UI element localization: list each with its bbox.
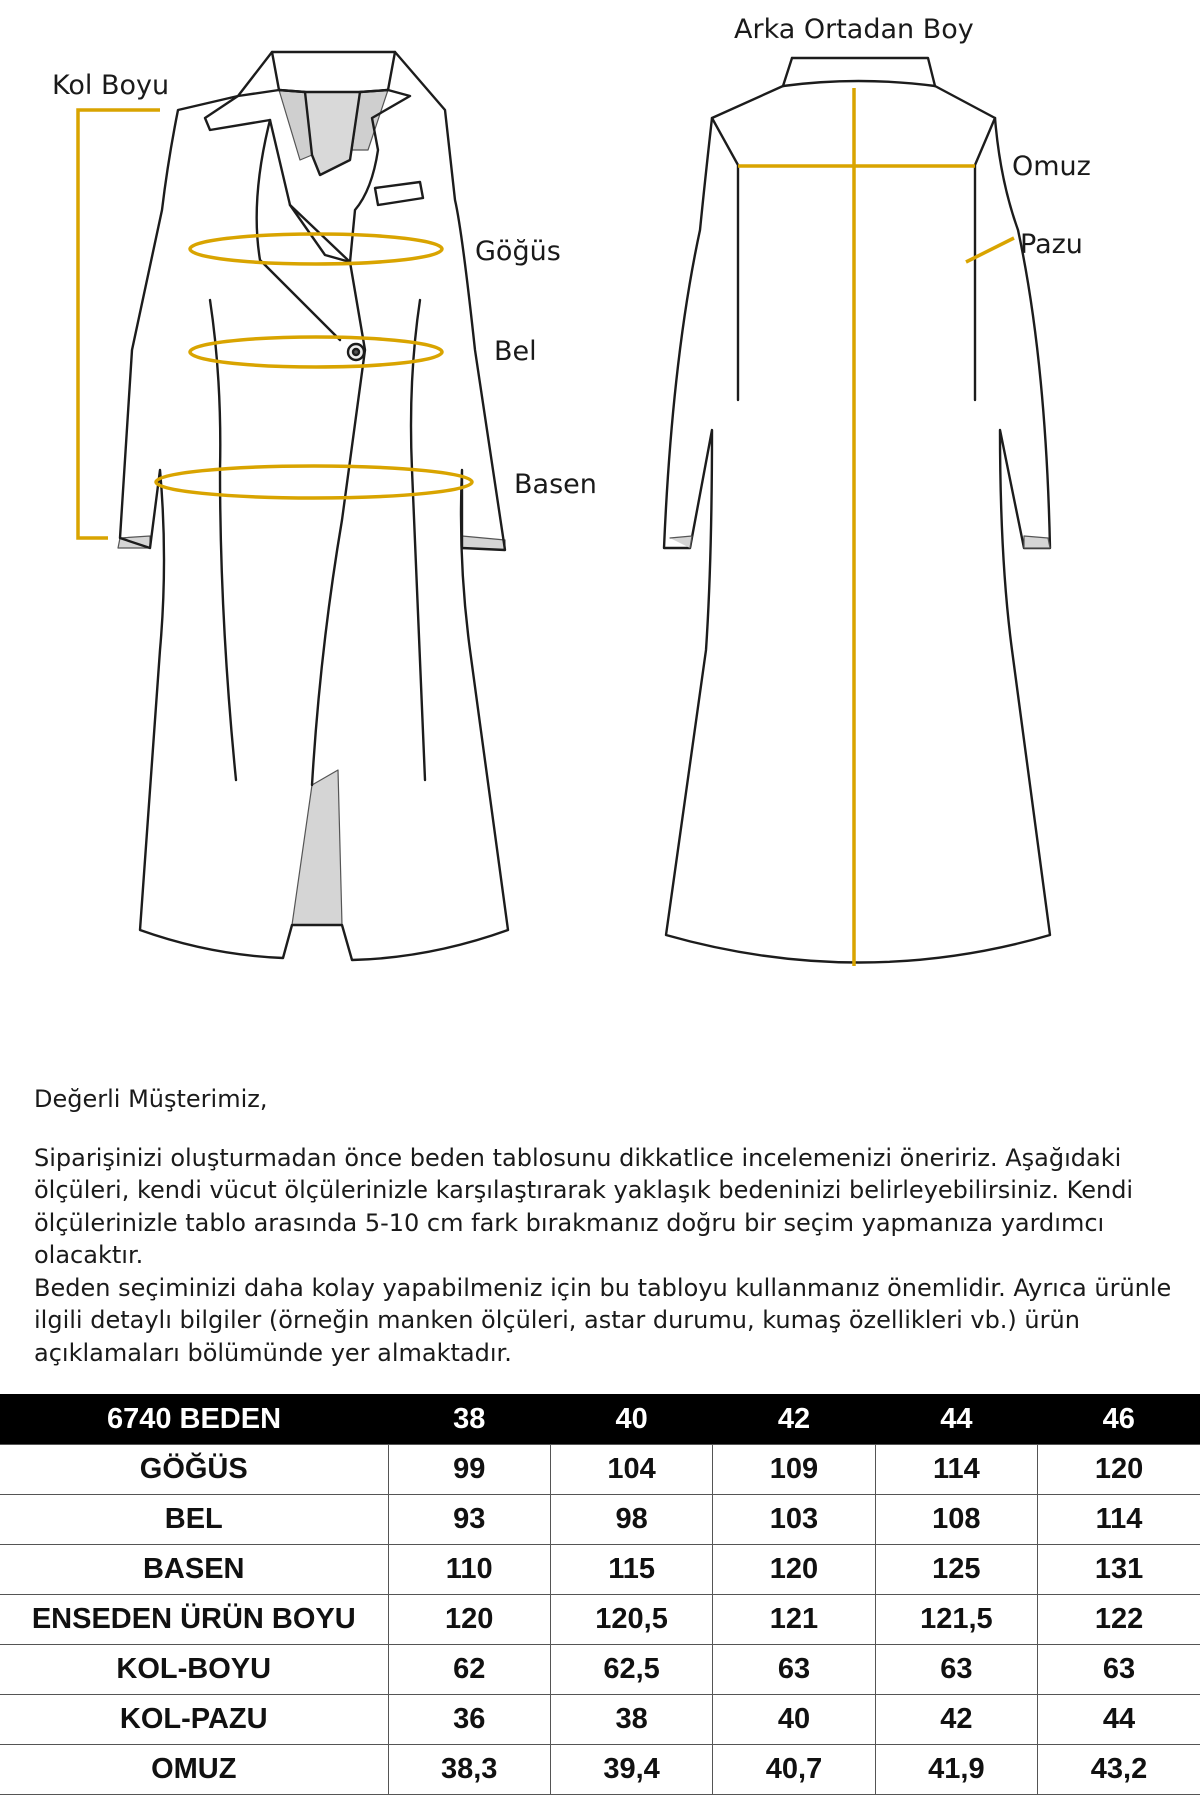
row-label: OMUZ bbox=[0, 1745, 388, 1795]
table-cell: 114 bbox=[875, 1445, 1037, 1495]
header-cell: 38 bbox=[388, 1394, 550, 1445]
label-kol-boyu: Kol Boyu bbox=[52, 70, 170, 101]
table-cell: 120 bbox=[713, 1545, 875, 1595]
row-label: KOL-PAZU bbox=[0, 1695, 388, 1745]
coat-back-view bbox=[664, 58, 1050, 963]
table-cell: 44 bbox=[1038, 1695, 1200, 1745]
table-cell: 38,3 bbox=[388, 1745, 550, 1795]
table-cell: 93 bbox=[388, 1495, 550, 1545]
intro-text bbox=[34, 1083, 1174, 1369]
table-cell: 63 bbox=[1038, 1645, 1200, 1695]
coat-front-view bbox=[118, 52, 508, 960]
size-table bbox=[0, 1394, 1200, 1795]
greeting: Değerli Müşterimiz, bbox=[34, 1085, 268, 1113]
table-cell: 43,2 bbox=[1038, 1745, 1200, 1795]
table-row bbox=[0, 1595, 1200, 1645]
table-cell: 120 bbox=[1038, 1445, 1200, 1495]
table-cell: 131 bbox=[1038, 1545, 1200, 1595]
table-row bbox=[0, 1695, 1200, 1745]
label-omuz: Omuz bbox=[1012, 151, 1091, 182]
table-cell: 39,4 bbox=[550, 1745, 712, 1795]
table-cell: 42 bbox=[875, 1695, 1037, 1745]
table-row bbox=[0, 1745, 1200, 1795]
row-label: GÖĞÜS bbox=[0, 1445, 388, 1495]
row-label: BEL bbox=[0, 1495, 388, 1545]
table-cell: 103 bbox=[713, 1495, 875, 1545]
header-cell: 42 bbox=[713, 1394, 875, 1445]
label-basen: Basen bbox=[514, 469, 597, 500]
table-row bbox=[0, 1645, 1200, 1695]
table-cell: 63 bbox=[875, 1645, 1037, 1695]
table-cell: 38 bbox=[550, 1695, 712, 1745]
intro-paragraph-2: Beden seçiminizi daha kolay yapabilmeniz için bu tabloyu kullanmanız önemlidir. Ayrıca ürünle ilgili detaylı bilgiler (örneğin manken ölçüleri, astar durumu, kumaş özellikleri vb.) ürün açıklamaları bölümünde yer almaktadır. bbox=[34, 1273, 1172, 1367]
table-cell: 99 bbox=[388, 1445, 550, 1495]
table-cell: 122 bbox=[1038, 1595, 1200, 1645]
table-cell: 36 bbox=[388, 1695, 550, 1745]
table-cell: 114 bbox=[1038, 1495, 1200, 1545]
table-cell: 120 bbox=[388, 1595, 550, 1645]
table-cell: 121 bbox=[713, 1595, 875, 1645]
table-cell: 120,5 bbox=[550, 1595, 712, 1645]
table-cell: 108 bbox=[875, 1495, 1037, 1545]
table-row bbox=[0, 1545, 1200, 1595]
table-header-row bbox=[0, 1394, 1200, 1445]
intro-paragraph-1: Siparişinizi oluşturmadan önce beden tablosunu dikkatlice incelemenizi öneririz. Aşağıdaki ölçüleri, kendi vücut ölçülerinizle karşılaştırarak yaklaşık bedeninizi belirleyebilirsiniz. Kendi ölçülerinizle tablo arasında 5-10 cm fark bırakmanız doğru bir seçim yapmanıza yardımcı olacaktır. bbox=[34, 1143, 1134, 1269]
label-pazu: Pazu bbox=[1020, 229, 1083, 260]
row-label: ENSEDEN ÜRÜN BOYU bbox=[0, 1595, 388, 1645]
table-cell: 62 bbox=[388, 1645, 550, 1695]
table-cell: 125 bbox=[875, 1545, 1037, 1595]
table-cell: 63 bbox=[713, 1645, 875, 1695]
label-gogus: Göğüs bbox=[475, 236, 561, 267]
label-arka-ortadan-boy: Arka Ortadan Boy bbox=[734, 14, 974, 45]
table-cell: 110 bbox=[388, 1545, 550, 1595]
table-cell: 40,7 bbox=[713, 1745, 875, 1795]
table-cell: 98 bbox=[550, 1495, 712, 1545]
label-bel: Bel bbox=[494, 336, 537, 367]
table-cell: 40 bbox=[713, 1695, 875, 1745]
row-label: KOL-BOYU bbox=[0, 1645, 388, 1695]
table-cell: 121,5 bbox=[875, 1595, 1037, 1645]
header-cell: 46 bbox=[1038, 1394, 1200, 1445]
table-cell: 109 bbox=[713, 1445, 875, 1495]
back-measurement-marks bbox=[738, 88, 1014, 966]
table-row bbox=[0, 1495, 1200, 1545]
row-label: BASEN bbox=[0, 1545, 388, 1595]
header-cell: 6740 BEDEN bbox=[0, 1394, 388, 1445]
table-cell: 41,9 bbox=[875, 1745, 1037, 1795]
table-cell: 104 bbox=[550, 1445, 712, 1495]
table-cell: 115 bbox=[550, 1545, 712, 1595]
table-cell: 62,5 bbox=[550, 1645, 712, 1695]
table-row bbox=[0, 1445, 1200, 1495]
header-cell: 44 bbox=[875, 1394, 1037, 1445]
header-cell: 40 bbox=[550, 1394, 712, 1445]
